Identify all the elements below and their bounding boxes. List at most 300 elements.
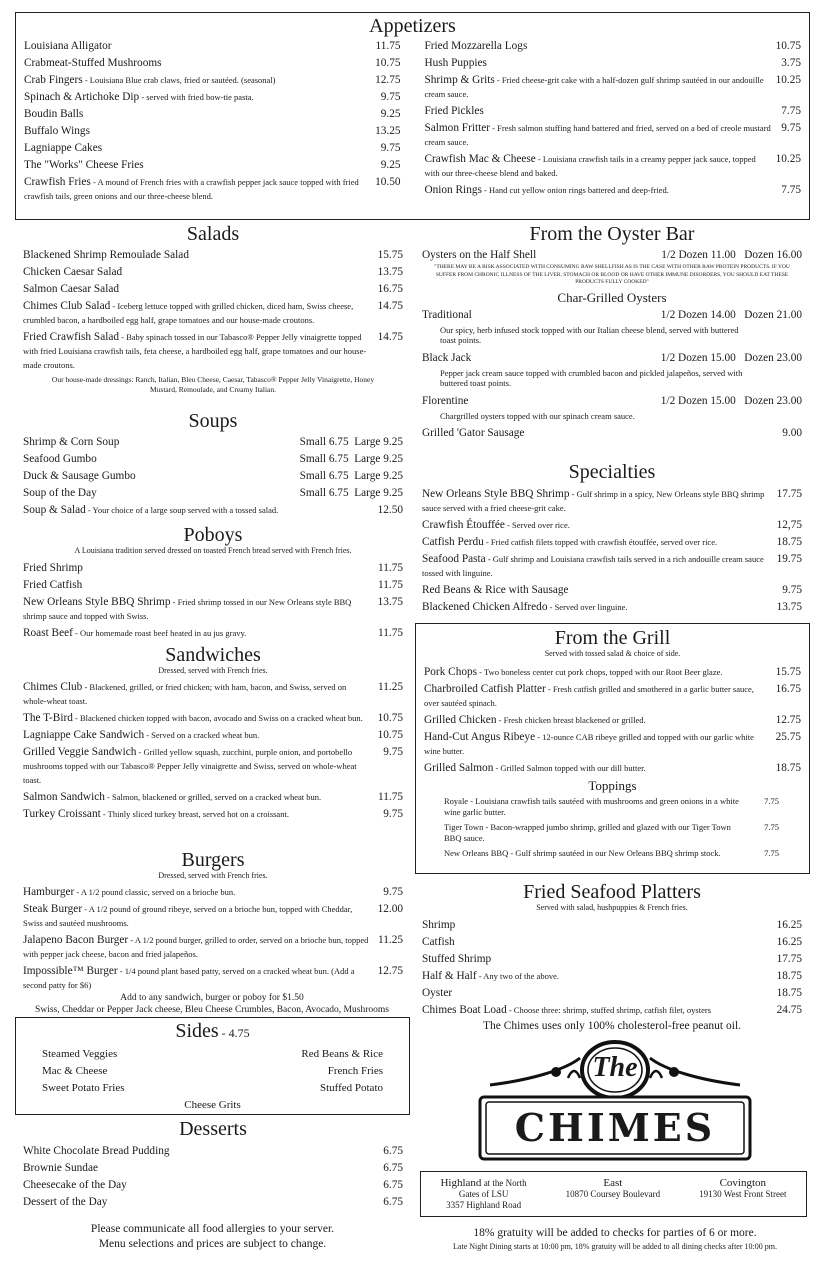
item-name-wrap xyxy=(422,535,777,549)
item-name-wrap xyxy=(24,73,375,87)
item-name-wrap xyxy=(424,713,776,727)
menu-item xyxy=(23,561,403,575)
small-price: Small 6.75 xyxy=(299,470,349,482)
toppings-title: Toppings xyxy=(588,778,637,793)
salads-title: Salads xyxy=(186,223,240,245)
fried-subtitle: Served with salad, hushpuppies & French fries. xyxy=(536,903,688,912)
item-name-wrap xyxy=(23,790,378,804)
menu-item xyxy=(422,986,802,1000)
item-price: 9.75 xyxy=(383,808,403,820)
locations-box xyxy=(420,1171,807,1217)
item-price: 9.25 xyxy=(380,159,401,171)
soup-item xyxy=(23,486,403,500)
topping-name-wrap xyxy=(444,848,764,859)
oyster-half-shell xyxy=(422,248,802,262)
topping-name-wrap xyxy=(444,822,764,843)
item-name-wrap xyxy=(23,282,378,296)
item-name-wrap xyxy=(24,39,376,53)
item-name-wrap xyxy=(24,158,381,172)
logo-chimes: CHIMES xyxy=(514,1105,716,1150)
item-name-wrap xyxy=(422,918,777,932)
menu-item xyxy=(23,248,403,262)
menu-item xyxy=(23,964,403,992)
item-price: 10.75 xyxy=(775,40,801,52)
side-item: French Fries xyxy=(327,1065,383,1077)
item-price: 9.75 xyxy=(782,584,802,596)
menu-item xyxy=(23,578,403,592)
specialties-list xyxy=(422,487,802,614)
item-name: Chimes Club Salad xyxy=(23,300,111,312)
poboys-list xyxy=(23,561,403,640)
item-price: 9.75 xyxy=(380,91,401,103)
item-name-wrap xyxy=(422,487,777,515)
item-desc: - Fried shrimp tossed in our New Orleans style BBQ shrimp sauce and topped with Swiss. xyxy=(23,597,352,621)
menu-item xyxy=(422,935,802,949)
item-desc: - Bacon-wrapped jumbo shrimp, grilled and glazed with our Tiger Town BBQ sauce. xyxy=(444,822,731,843)
char-grilled-list xyxy=(422,308,802,422)
item-price: 25.75 xyxy=(775,731,801,743)
menu-item xyxy=(23,595,403,623)
item-name: Fried Catfish xyxy=(23,579,83,591)
gratuity-line: 18% gratuity will be added to checks for parties of 6 or more. xyxy=(473,1227,757,1239)
item-price: 7.75 xyxy=(764,848,779,858)
large-price: Large 9.25 xyxy=(354,436,403,448)
sandwiches-section xyxy=(23,644,403,824)
item-name: Traditional xyxy=(422,308,472,321)
item-name-wrap xyxy=(422,583,782,597)
menu-item xyxy=(23,265,403,279)
menu-item xyxy=(424,39,801,53)
menu-item xyxy=(422,518,802,532)
large-price: Large 9.25 xyxy=(354,487,403,499)
item-name: Fried Shrimp xyxy=(23,562,83,574)
toppings-list xyxy=(416,796,809,859)
side-item: Stuffed Potato xyxy=(319,1082,383,1094)
item-name-wrap xyxy=(424,39,775,53)
item-price: 10.75 xyxy=(375,57,401,69)
item-name: Blackened Chicken Alfredo xyxy=(422,601,548,613)
menu-item xyxy=(422,918,802,932)
menu-item xyxy=(424,682,801,710)
item-name-wrap xyxy=(23,265,378,279)
item-price: 10.50 xyxy=(375,176,401,188)
menu-item xyxy=(422,487,802,515)
menu-item xyxy=(422,969,802,983)
item-name: Jalapeno Bacon Burger xyxy=(23,934,129,946)
item-name: The T-Bird xyxy=(23,712,73,724)
oyster-item xyxy=(422,308,802,346)
item-desc: Our spicy, herb infused stock topped with our Italian cheese blend, served with buttered toast points. xyxy=(440,324,739,345)
item-name: Grilled Chicken xyxy=(424,714,497,726)
item-name: Crawfish Fries xyxy=(24,176,91,188)
oyster-row xyxy=(422,308,802,322)
item-name: Onion Rings xyxy=(424,184,482,196)
item-desc: Pepper jack cream sauce topped with crumbled bacon and pickled jalapeños, served with buttered toast points. xyxy=(440,367,743,388)
desserts-section xyxy=(23,1118,403,1212)
item-name-wrap xyxy=(23,680,378,708)
item-name-wrap xyxy=(23,1195,383,1209)
burgers-subtitle: Dressed, served with French fries. xyxy=(158,871,268,880)
item-price: 17.75 xyxy=(776,953,802,965)
menu-item xyxy=(23,299,403,327)
item-price: 18.75 xyxy=(776,536,802,548)
item-name: Impossible™ Burger xyxy=(23,965,118,977)
item-name-wrap xyxy=(422,986,777,1000)
topping-item xyxy=(416,796,809,817)
small-price: Small 6.75 xyxy=(299,453,349,465)
item-name-wrap xyxy=(23,745,383,787)
item-name: Buffalo Wings xyxy=(24,125,90,137)
item-price: 10.75 xyxy=(377,729,403,741)
item-name: Catfish Perdu xyxy=(422,536,484,548)
item-price: 13.25 xyxy=(375,125,401,137)
appetizers-left-column xyxy=(24,39,401,206)
item-name: Oysters on the Half Shell xyxy=(422,249,537,261)
item-price: 13.75 xyxy=(776,601,802,613)
item-price: 10.75 xyxy=(377,712,403,724)
menu-item xyxy=(23,902,403,930)
menu-item xyxy=(23,711,403,725)
location-city: East xyxy=(603,1177,623,1189)
item-desc: - Gulf shrimp in a spicy, New Orleans style BBQ shrimp sauce served with a fried cheese-grit cake. xyxy=(422,489,765,513)
item-name-wrap xyxy=(23,578,378,592)
item-name-wrap xyxy=(24,175,375,203)
item-name-wrap xyxy=(424,56,781,70)
menu-item xyxy=(424,152,801,180)
item-price: 18.75 xyxy=(776,987,802,999)
item-price: 6.75 xyxy=(383,1196,403,1208)
topping-item xyxy=(416,822,809,843)
sides-title xyxy=(16,1020,409,1044)
item-desc: - Louisiana crawfish tails in a creamy pepper jack sauce, topped with our three-cheese blend and baked. xyxy=(424,154,756,178)
item-price: 11.75 xyxy=(378,791,403,803)
char-grilled-title: Char-Grilled Oysters xyxy=(557,289,667,305)
menu-item xyxy=(422,952,802,966)
location-extra: at the North xyxy=(481,1178,527,1188)
item-price: 11.25 xyxy=(378,934,403,946)
soup-item xyxy=(23,452,403,466)
item-name-wrap xyxy=(23,711,378,725)
menu-item xyxy=(424,56,801,70)
item-price: 13.75 xyxy=(377,266,403,278)
item-name-wrap xyxy=(24,90,381,104)
item-name-wrap xyxy=(424,104,781,118)
item-name-wrap xyxy=(422,552,777,580)
fried-list xyxy=(422,918,802,1017)
item-price: 16.25 xyxy=(776,919,802,931)
item-desc: - Blackened chicken topped with bacon, avocado and Swiss on a cracked wheat bun. xyxy=(72,713,363,723)
location-line: 10870 Coursey Boulevard xyxy=(565,1189,661,1199)
salads-list xyxy=(23,248,403,372)
sides-title-text: Sides xyxy=(175,1020,219,1042)
location-line: Gates of LSU xyxy=(458,1189,509,1199)
item-price: 7.75 xyxy=(764,796,779,806)
item-price: 6.75 xyxy=(383,1179,403,1191)
item-name-wrap xyxy=(24,56,375,70)
item-price: 9.00 xyxy=(782,427,802,439)
salads-section xyxy=(23,223,403,394)
menu-item xyxy=(23,330,403,372)
item-name-wrap xyxy=(23,561,378,575)
item-name: Fried Crawfish Salad xyxy=(23,331,120,343)
item-name: Louisiana Alligator xyxy=(24,40,112,52)
item-name-wrap xyxy=(424,73,775,101)
item-desc: - Louisiana crawfish tails sautéed with mushrooms and green onions in a white wine garlic butter. xyxy=(444,796,739,817)
item-desc: - Grilled yellow squash, zucchini, purple onion, and portobello mushrooms topped with our Tabasco® Pepper Jelly vinaigrette and Swiss, served on whole-wheat toast. xyxy=(23,747,357,785)
item-name: Turkey Croissant xyxy=(23,808,101,820)
item-name: Pork Chops xyxy=(424,666,478,678)
item-price: 7.75 xyxy=(781,184,801,196)
topping-name-wrap xyxy=(444,796,764,817)
item-desc: - Thinly sliced turkey breast, served hot on a croissant. xyxy=(100,809,289,819)
soup-prices xyxy=(300,452,403,466)
item-desc: - Blackened, grilled, or fried chicken; with ham, bacon, and Swiss, served on whole-wheat toast. xyxy=(23,682,347,706)
oyster-row xyxy=(422,351,802,365)
grill-title: From the Grill xyxy=(554,627,671,649)
menu-item xyxy=(23,1161,403,1175)
large-price: Large 9.25 xyxy=(354,470,403,482)
desserts-title: Desserts xyxy=(179,1118,247,1140)
large-price: Large 9.25 xyxy=(354,453,403,465)
item-name: Crabmeat-Stuffed Mushrooms xyxy=(24,57,162,69)
item-name: Lagniappe Cakes xyxy=(24,142,103,154)
gratuity-note xyxy=(415,1226,815,1252)
item-name: Tiger Town xyxy=(444,822,484,832)
appetizers-title: Appetizers xyxy=(369,15,456,37)
item-name-wrap xyxy=(23,626,378,640)
item-name-wrap xyxy=(23,885,383,899)
item-name: Roast Beef xyxy=(23,627,73,639)
item-name: Grilled Salmon xyxy=(424,762,494,774)
item-name: White Chocolate Bread Pudding xyxy=(23,1145,170,1157)
item-price: 15.75 xyxy=(775,666,801,678)
sides-price: - 4.75 xyxy=(218,1026,250,1040)
soups-title: Soups xyxy=(188,410,238,432)
dozen-price: Dozen 23.00 xyxy=(744,351,802,364)
item-price: 11.25 xyxy=(378,681,403,693)
item-name-wrap xyxy=(23,902,378,930)
item-name: Steak Burger xyxy=(23,903,83,915)
oyster-prices xyxy=(661,308,802,322)
logo-the: The xyxy=(592,1052,638,1083)
item-price: 11.75 xyxy=(378,627,403,639)
menu-item xyxy=(24,56,401,70)
menu-item xyxy=(24,73,401,87)
item-name-wrap xyxy=(24,124,375,138)
chimes-logo xyxy=(470,1040,760,1165)
item-name: Spinach & Artichoke Dip xyxy=(24,91,140,103)
item-price: 16.75 xyxy=(775,683,801,695)
sides-right-column xyxy=(301,1046,383,1097)
soups-section xyxy=(23,410,403,517)
item-name-wrap xyxy=(422,969,777,983)
item-name-wrap xyxy=(424,183,781,197)
item-name-wrap xyxy=(422,1003,777,1017)
item-name: The "Works" Cheese Fries xyxy=(24,159,144,171)
item-desc: - Fried catfish filets topped with crawfish étouffée, served over rice. xyxy=(483,537,718,547)
menu-item xyxy=(424,665,801,679)
item-name: Dessert of the Day xyxy=(23,1196,108,1208)
item-name: Chimes Club xyxy=(23,681,83,693)
item-price: 16.75 xyxy=(377,283,403,295)
item-desc: - Choose three: shrimp, stuffed shrimp, catfish filet, oysters xyxy=(506,1005,711,1015)
menu-item xyxy=(424,761,801,775)
menu-item xyxy=(23,626,403,640)
topping-item xyxy=(416,848,809,859)
item-price: 18.75 xyxy=(776,970,802,982)
item-name: Blackened Shrimp Remoulade Salad xyxy=(23,249,189,261)
item-name-wrap xyxy=(23,330,378,372)
item-name: Salmon Fritter xyxy=(424,122,491,134)
menu-item xyxy=(23,790,403,804)
item-name: Shrimp xyxy=(422,919,456,931)
item-name: New Orleans Style BBQ Shrimp xyxy=(23,596,171,608)
raw-warning: "THERE MAY BE A RISK ASSOCIATED WITH CONSUMING RAW SHELLFISH AS IS THE CASE WITH OTHER RAW PROTEIN PRODUCTS. IF YOU SUFFER FROM CHRONIC ILLNESS OF THE LIVER, STOMACH OR BLOOD OR HAVE OTHER IMMUNE DISORDERS, YOU SHOULD EAT THESE PRODUCTS FULLY COOKED" xyxy=(434,264,790,285)
soups-list xyxy=(23,435,403,500)
item-name: Red Beans & Rice with Sausage xyxy=(422,584,569,596)
add-ons-line: Add to any sandwich, burger or poboy for $1.50 xyxy=(120,993,304,1003)
menu-item xyxy=(24,124,401,138)
item-name-wrap xyxy=(23,807,383,821)
location-name xyxy=(699,1178,786,1189)
oyster-section xyxy=(422,223,802,440)
poboys-subtitle: A Louisiana tradition served dressed on toasted French bread served with French fries. xyxy=(74,546,352,555)
soup-prices xyxy=(300,469,403,483)
oyster-item xyxy=(422,394,802,422)
menu-item xyxy=(23,745,403,787)
change-line: Menu selections and prices are subject to change. xyxy=(98,1238,327,1250)
dozen-price: Dozen 23.00 xyxy=(744,394,802,407)
item-name: Royale xyxy=(444,796,469,806)
item-name-wrap xyxy=(23,964,378,992)
item-name: Grilled Veggie Sandwich xyxy=(23,746,137,758)
item-name: Boudin Balls xyxy=(24,108,84,120)
fried-title: Fried Seafood Platters xyxy=(523,881,701,903)
menu-item xyxy=(24,39,401,53)
item-name: Salmon Caesar Salad xyxy=(23,283,120,295)
item-price: 9.75 xyxy=(383,886,403,898)
item-desc: - 1/4 pound plant based patty, served on a cracked wheat bun. (Add a second patty for $6) xyxy=(23,966,355,990)
item-desc: - A 1/2 pound of ground ribeye, served on a brioche bun, topped with Cheddar, Swiss and sautéed mushrooms. xyxy=(23,904,353,928)
item-desc: - Fresh chicken breast blackened or grilled. xyxy=(496,715,646,725)
half-dozen-price: 1/2 Dozen 14.00 xyxy=(660,308,736,321)
item-desc: - Fresh salmon stuffing hand battered and fried, served on a bed of creole mustard cream sauce. xyxy=(424,123,771,147)
side-item: Red Beans & Rice xyxy=(301,1048,383,1060)
item-desc: - Served on a cracked wheat bun. xyxy=(144,730,260,740)
grill-box xyxy=(415,623,810,874)
dressings-note: Our house-made dressings: Ranch, Italian, Bleu Cheese, Caesar, Tabasco® Pepper Jelly Vinaigrette, Honey Mustard, Remoulade, and Creamy Italian. xyxy=(51,375,375,394)
location-city: Highland xyxy=(440,1177,482,1189)
item-price: 18.75 xyxy=(775,762,801,774)
item-desc: - Iceberg lettuce topped with grilled chicken, diced ham, Swiss cheese, crumbled bacon, a hardboiled egg half, grape tomatoes and our house-made croutons. xyxy=(23,301,354,325)
item-name: Crawfish Mac & Cheese xyxy=(424,153,536,165)
item-name-wrap xyxy=(23,933,378,961)
menu-item xyxy=(23,807,403,821)
item-desc: - Served over linguine. xyxy=(547,602,628,612)
menu-item xyxy=(422,552,802,580)
item-name: Fried Mozzarella Logs xyxy=(424,40,528,52)
item-price: 9.75 xyxy=(383,746,403,758)
item-name: Shrimp & Grits xyxy=(424,74,495,86)
item-name: New Orleans BBQ xyxy=(444,848,509,858)
menu-item xyxy=(23,1195,403,1209)
allergy-line: Please communicate all food allergies to your server. xyxy=(90,1223,335,1235)
item-price: 12.75 xyxy=(377,965,403,977)
item-price: 15.75 xyxy=(377,249,403,261)
peanut-oil-note: The Chimes uses only 100% cholesterol-free peanut oil. xyxy=(482,1020,742,1032)
menu-item xyxy=(23,728,403,742)
burgers-section xyxy=(23,849,403,995)
item-name-wrap xyxy=(23,1161,383,1175)
menu-item xyxy=(422,600,802,614)
item-price: 6.75 xyxy=(383,1145,403,1157)
item-desc: - A 1/2 pound burger, grilled to order, served on a brioche bun, topped with pepper jack cheese, bacon and fried jalapeños. xyxy=(23,935,369,959)
item-price: 19.75 xyxy=(776,553,802,565)
oyster-row xyxy=(422,394,802,408)
item-price: 3.75 xyxy=(781,57,801,69)
item-name-wrap xyxy=(23,299,378,327)
appetizers-right-column xyxy=(424,39,801,206)
item-price: 16.25 xyxy=(776,936,802,948)
item-name: Duck & Sausage Gumbo xyxy=(23,470,136,482)
item-name-wrap xyxy=(24,107,381,121)
locations-list xyxy=(421,1178,806,1211)
item-name: Grilled 'Gator Sausage xyxy=(422,427,525,439)
item-price: 7.75 xyxy=(781,105,801,117)
menu-item xyxy=(424,713,801,727)
item-name-wrap xyxy=(424,682,776,710)
location xyxy=(699,1178,786,1211)
item-name: Half & Half xyxy=(422,970,477,982)
item-name: Hush Puppies xyxy=(424,57,487,69)
oyster-item xyxy=(422,351,802,389)
item-price: 9.75 xyxy=(781,122,801,134)
item-price: 17.75 xyxy=(776,488,802,500)
item-price: 6.75 xyxy=(383,1162,403,1174)
item-name-wrap xyxy=(422,600,777,614)
item-desc: - 12-ounce CAB ribeye grilled and topped with our garlic white wine butter. xyxy=(424,732,754,756)
item-name-wrap xyxy=(23,595,378,623)
item-price: 11.75 xyxy=(378,579,403,591)
small-price: Small 6.75 xyxy=(299,487,349,499)
item-name-wrap xyxy=(23,1144,383,1158)
item-price: 11.75 xyxy=(375,40,401,52)
poboys-section xyxy=(23,524,403,643)
location xyxy=(566,1178,661,1211)
item-desc: - Hand cut yellow onion rings battered and deep-fried. xyxy=(481,185,669,195)
item-desc: - Gulf shrimp sautéed in our New Orleans BBQ shrimp stock. xyxy=(508,848,721,858)
dozen-price: Dozen 21.00 xyxy=(744,308,802,321)
side-item: Mac & Cheese xyxy=(42,1065,108,1077)
item-name: Hamburger xyxy=(23,886,75,898)
menu-item xyxy=(23,933,403,961)
soup-item xyxy=(23,435,403,449)
side-item: Steamed Veggies xyxy=(42,1048,118,1060)
item-name: Soup of the Day xyxy=(23,487,97,499)
menu-item xyxy=(424,121,801,149)
item-name-wrap xyxy=(23,1178,383,1192)
poboys-title: Poboys xyxy=(183,524,243,546)
soup-prices xyxy=(300,435,403,449)
half-dozen-price: 1/2 Dozen 15.00 xyxy=(660,351,736,364)
sides-center-item: Cheese Grits xyxy=(184,1099,241,1111)
location-line: 19130 West Front Street xyxy=(699,1189,787,1199)
item-name: Cheesecake of the Day xyxy=(23,1179,127,1191)
item-price: 7.75 xyxy=(764,822,779,832)
item-price: 14.75 xyxy=(377,331,403,343)
item-price: 10.25 xyxy=(775,153,801,165)
item-desc: - Baby spinach tossed in our Tabasco® Pepper Jelly vinaigrette topped with fried Louisiana crawfish tails, feta cheese, a hardboiled egg half, grape tomatoes and our house-made croutons. xyxy=(23,332,367,370)
